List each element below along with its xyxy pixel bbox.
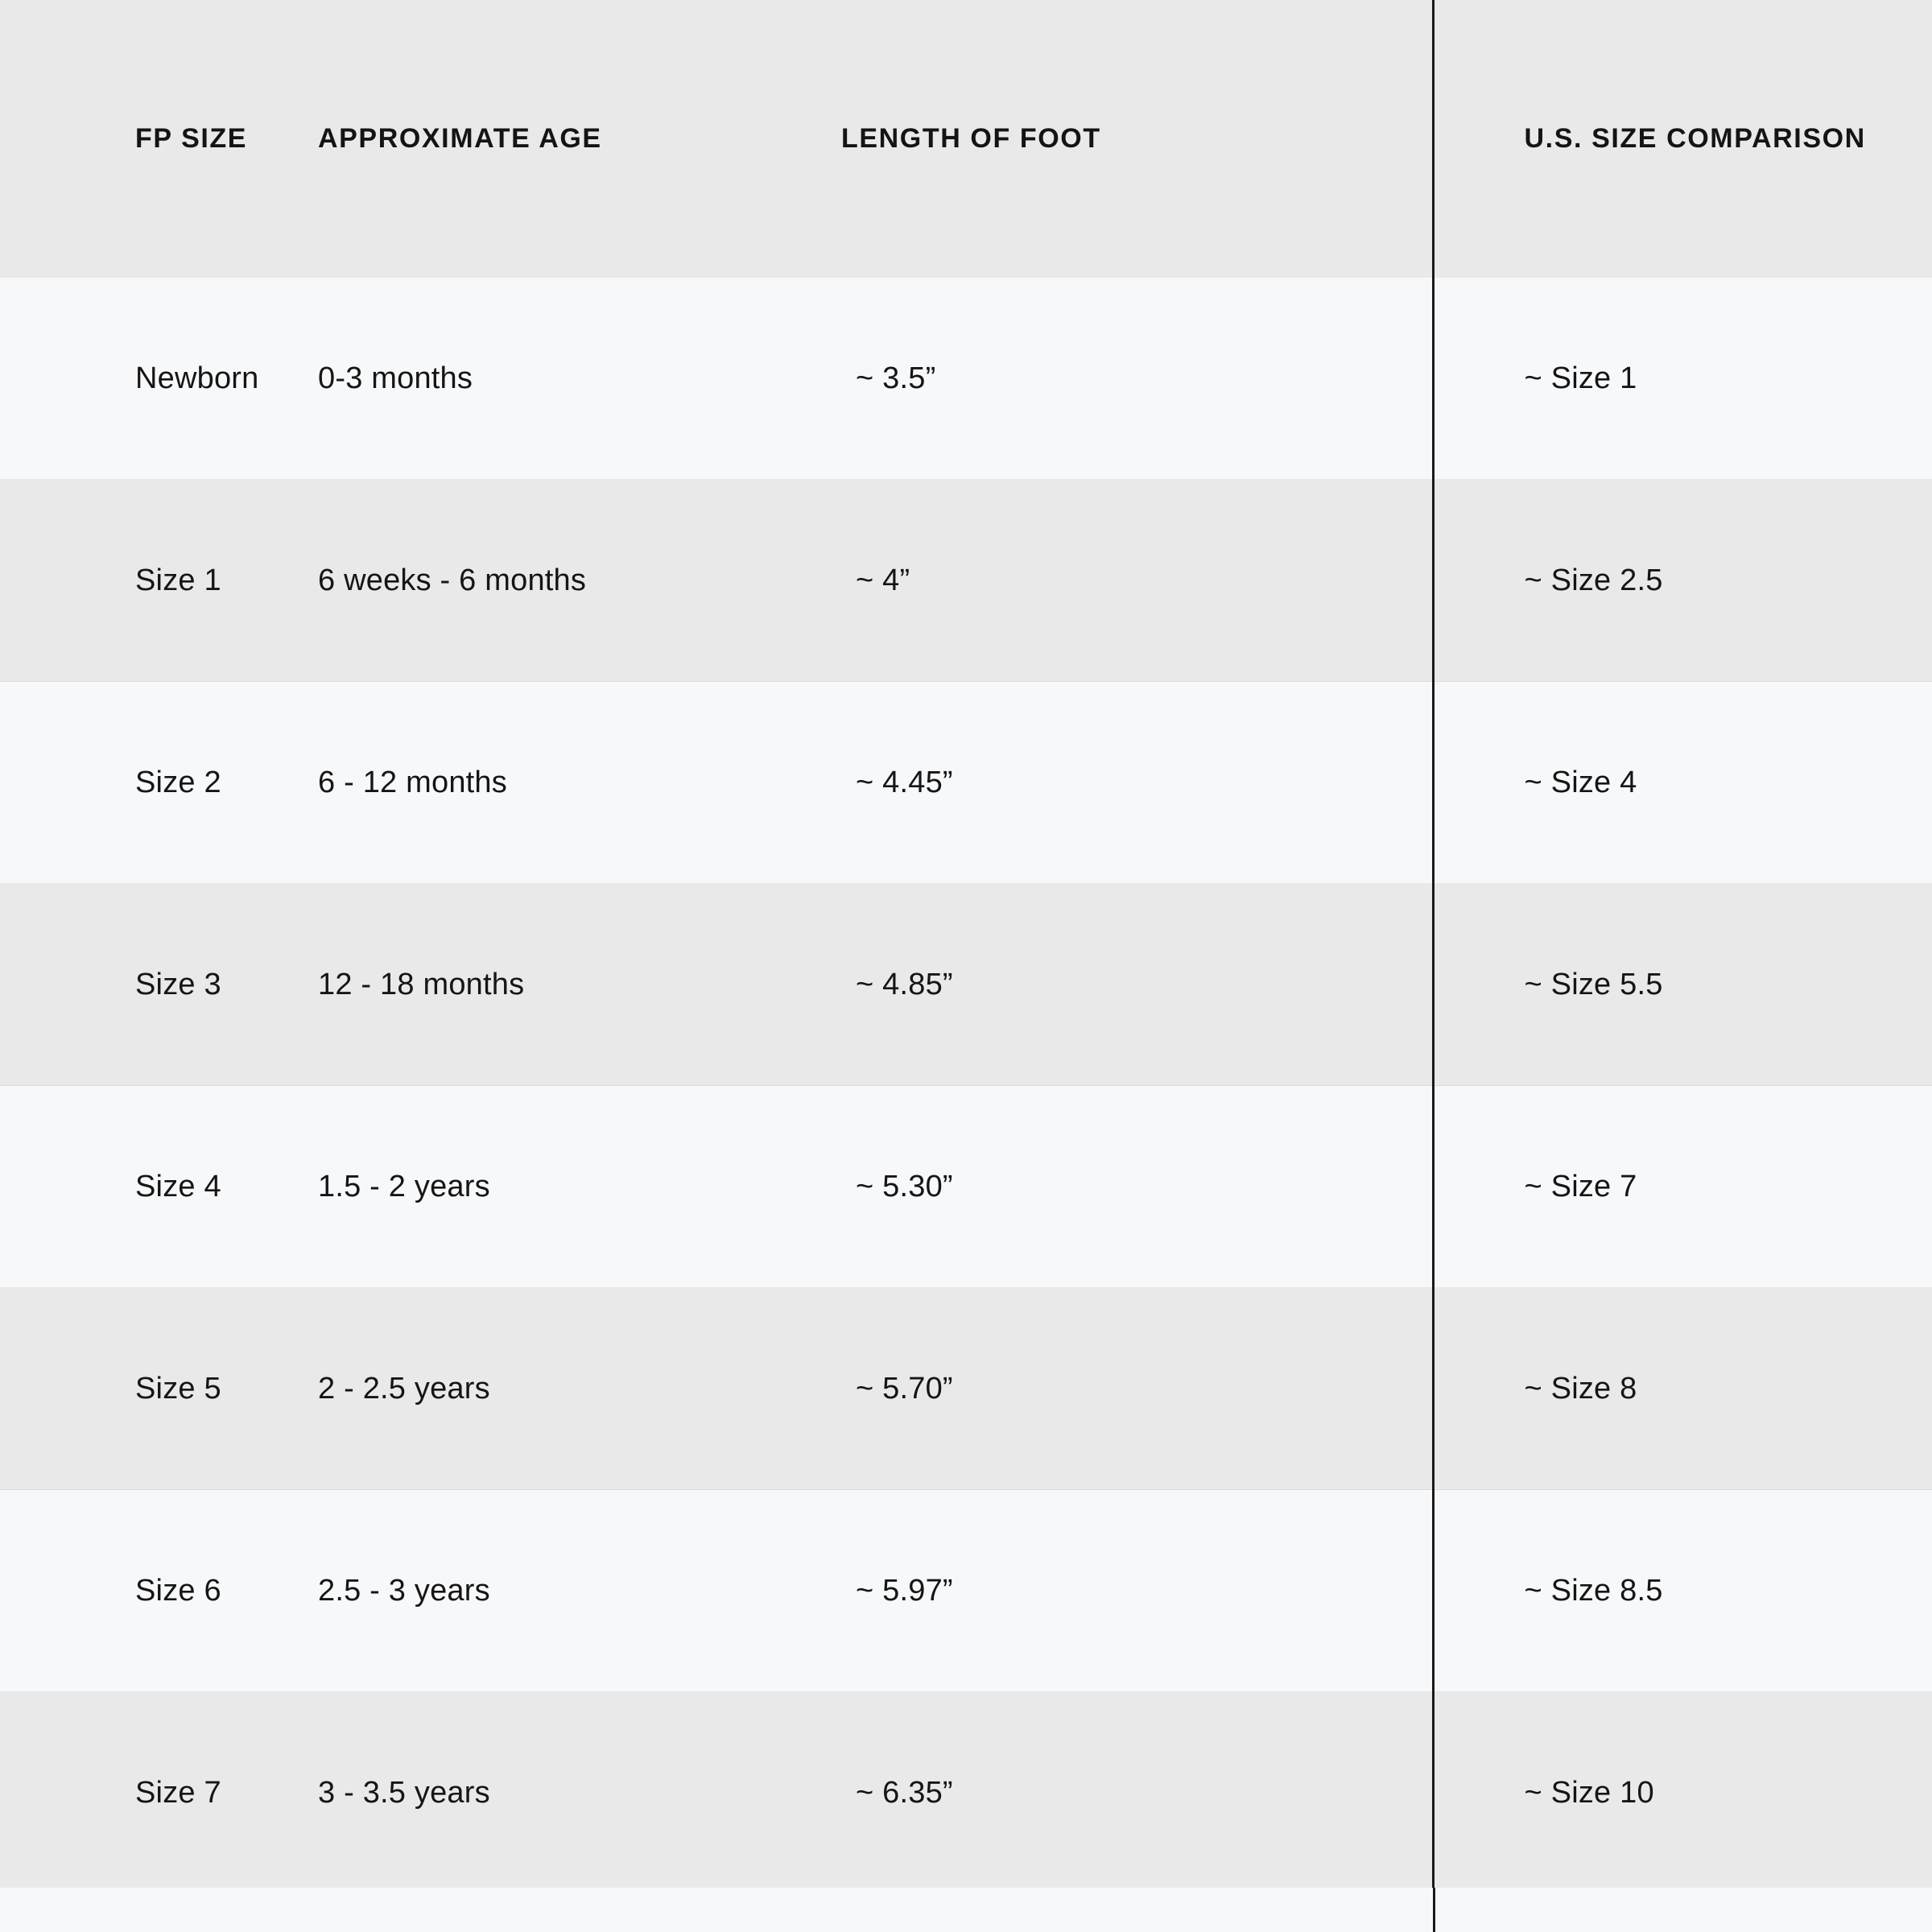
table-row — [0, 682, 1932, 884]
header-row — [0, 0, 1932, 278]
cell-age — [318, 480, 841, 682]
cell-age — [318, 1288, 841, 1490]
column-header-approximate-age — [318, 0, 841, 278]
cell-age-text: 2 - 2.5 years — [318, 1371, 490, 1406]
cell-us-size-text: ~ Size 4 — [1524, 765, 1637, 799]
cell-us-size — [1433, 1490, 1932, 1692]
cell-age-text: 3 - 3.5 years — [318, 1775, 490, 1810]
cell-length — [841, 1086, 1433, 1288]
cell-fp-size — [0, 1490, 318, 1692]
cell-age — [318, 1490, 841, 1692]
cell-age-text: 1.5 - 2 years — [318, 1169, 490, 1203]
cell-us-size — [1433, 884, 1932, 1086]
cell-age — [318, 682, 841, 884]
cell-length-text: ~ 5.97” — [856, 1573, 953, 1608]
column-header-length-of-foot-label: LENGTH OF FOOT — [841, 122, 1101, 154]
cell-us-size-text: ~ Size 5.5 — [1524, 967, 1663, 1001]
cell-fp-size-text: Size 2 — [135, 765, 221, 799]
cell-us-size — [1433, 1288, 1932, 1490]
table-header — [0, 0, 1932, 278]
cell-fp-size — [0, 1692, 318, 1894]
column-header-approximate-age-label: APPROXIMATE AGE — [318, 122, 602, 154]
table-body — [0, 278, 1932, 1893]
column-header-fp-size-label: FP SIZE — [135, 122, 248, 154]
table-row — [0, 1692, 1932, 1894]
cell-age — [318, 1692, 841, 1894]
table-row — [0, 480, 1932, 682]
table-bottom-filler — [0, 1888, 1932, 1932]
cell-fp-size — [0, 1086, 318, 1288]
cell-length-text: ~ 5.30” — [856, 1169, 953, 1203]
cell-us-size — [1433, 480, 1932, 682]
column-divider-line — [1433, 1888, 1435, 1932]
cell-length — [841, 682, 1433, 884]
cell-age-text: 2.5 - 3 years — [318, 1573, 490, 1608]
cell-us-size-text: ~ Size 7 — [1524, 1169, 1637, 1203]
column-header-us-size-comparison-label: U.S. SIZE COMPARISON — [1524, 122, 1866, 154]
cell-fp-size — [0, 884, 318, 1086]
column-header-us-size-comparison — [1433, 0, 1932, 278]
cell-age-text: 0-3 months — [318, 361, 473, 395]
cell-length — [841, 1490, 1433, 1692]
table-row — [0, 278, 1932, 480]
cell-length — [841, 1288, 1433, 1490]
cell-fp-size — [0, 480, 318, 682]
cell-age-text: 6 weeks - 6 months — [318, 563, 587, 597]
cell-fp-size-text: Newborn — [135, 361, 259, 395]
cell-length-text: ~ 4.85” — [856, 967, 953, 1001]
cell-us-size-text: ~ Size 1 — [1524, 361, 1637, 395]
cell-length-text: ~ 4.45” — [856, 765, 953, 799]
cell-us-size — [1433, 1692, 1932, 1894]
column-header-fp-size — [0, 0, 318, 278]
cell-us-size-text: ~ Size 10 — [1524, 1775, 1654, 1810]
cell-age — [318, 278, 841, 480]
column-header-length-of-foot — [841, 0, 1433, 278]
cell-fp-size-text: Size 1 — [135, 563, 221, 597]
cell-fp-size-text: Size 7 — [135, 1775, 221, 1810]
table-row — [0, 1288, 1932, 1490]
cell-fp-size-text: Size 4 — [135, 1169, 221, 1203]
cell-fp-size — [0, 278, 318, 480]
cell-length — [841, 1692, 1433, 1894]
cell-us-size — [1433, 278, 1932, 480]
table-row — [0, 1490, 1932, 1692]
table-row — [0, 1086, 1932, 1288]
cell-age — [318, 884, 841, 1086]
cell-length — [841, 278, 1433, 480]
cell-length-text: ~ 3.5” — [856, 361, 936, 395]
cell-us-size — [1433, 1086, 1932, 1288]
cell-length — [841, 480, 1433, 682]
table-row — [0, 884, 1932, 1086]
cell-us-size-text: ~ Size 2.5 — [1524, 563, 1663, 597]
cell-length-text: ~ 6.35” — [856, 1775, 953, 1810]
cell-length-text: ~ 4” — [856, 563, 910, 597]
cell-fp-size-text: Size 5 — [135, 1371, 221, 1406]
cell-us-size-text: ~ Size 8 — [1524, 1371, 1637, 1406]
cell-us-size — [1433, 682, 1932, 884]
cell-length — [841, 884, 1433, 1086]
cell-fp-size-text: Size 6 — [135, 1573, 221, 1608]
cell-fp-size — [0, 1288, 318, 1490]
cell-length-text: ~ 5.70” — [856, 1371, 953, 1406]
cell-fp-size — [0, 682, 318, 884]
cell-age-text: 12 - 18 months — [318, 967, 525, 1001]
cell-age-text: 6 - 12 months — [318, 765, 507, 799]
cell-age — [318, 1086, 841, 1288]
cell-fp-size-text: Size 3 — [135, 967, 221, 1001]
cell-us-size-text: ~ Size 8.5 — [1524, 1573, 1663, 1608]
